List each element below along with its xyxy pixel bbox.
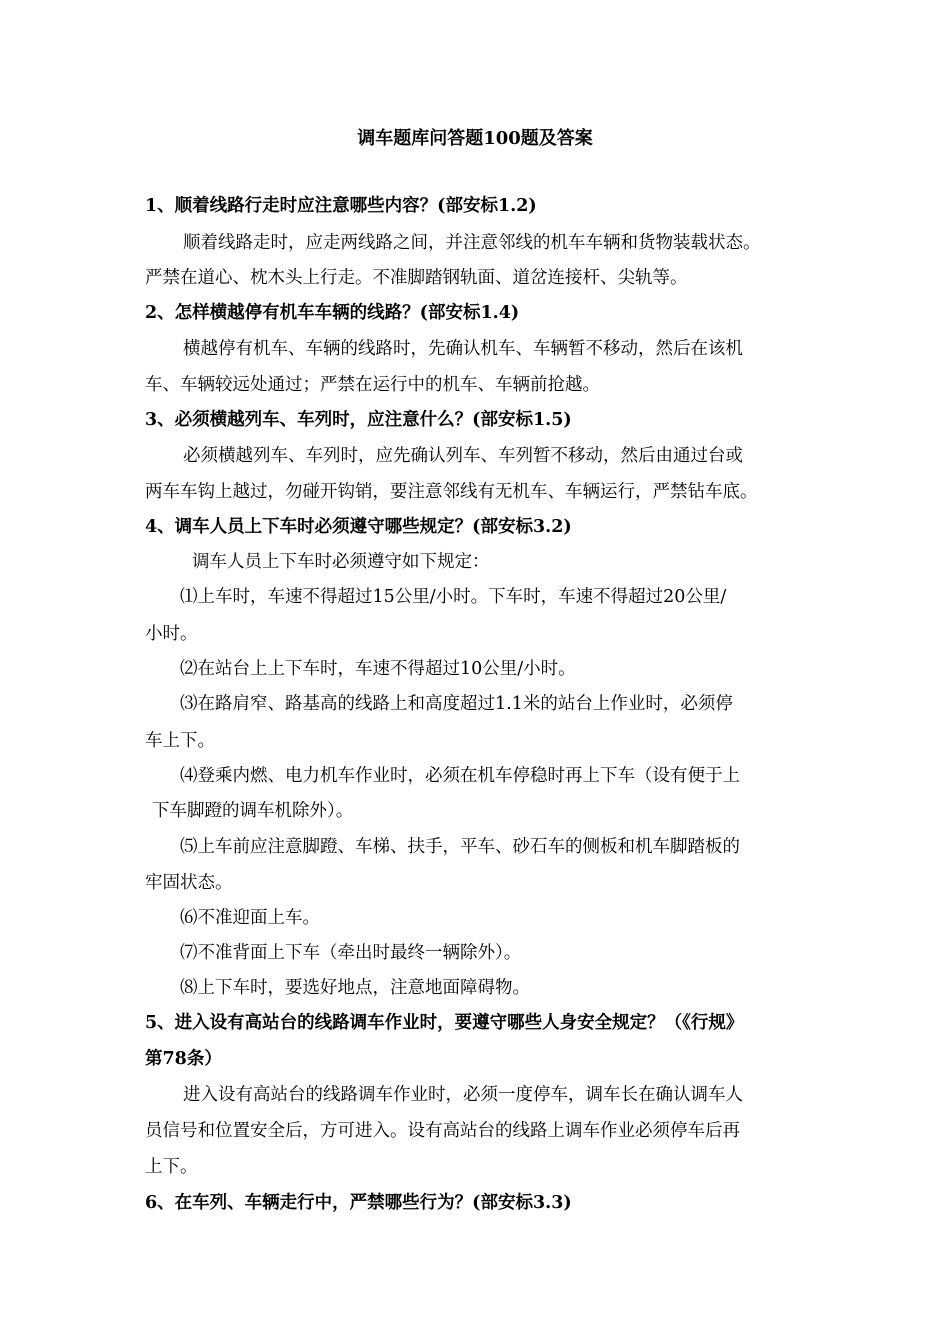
answer-4-item-8: ⑻上下车时，要选好地点，注意地面障碍物。 — [180, 978, 530, 998]
answer-4-item-5-cont: 牢固状态。 — [145, 873, 233, 893]
answer-4-item-7: ⑺不准背面上下车（牵出时最终一辆除外）。 — [180, 943, 522, 963]
answer-3-line-1: 必须横越列车、车列时，应先确认列车、车列暂不移动，然后由通过台或 — [183, 446, 743, 466]
question-4: 4、调车人员上下车时必须遵守哪些规定？(部安标3.2) — [145, 517, 572, 537]
answer-3-line-2: 两车车钩上越过，勿碰开钩销，要注意邻线有无机车、车辆运行，严禁钻车底。 — [145, 482, 758, 502]
answer-1-line-1: 顺着线路走时，应走两线路之间，并注意邻线的机车车辆和货物装载状态。 — [183, 233, 761, 253]
question-5-cont: 第78条） — [145, 1049, 222, 1069]
answer-4-item-1: ⑴上车时，车速不得超过15公里/小时。下车时，车速不得超过20公里/ — [180, 587, 727, 607]
answer-5-line-3: 上下。 — [145, 1157, 198, 1177]
answer-4-item-4-cont: 下车脚蹬的调车机除外）。 — [152, 801, 354, 821]
answer-4-item-1-cont: 小时。 — [145, 624, 198, 644]
answer-4-item-3: ⑶在路肩窄、路基高的线路上和高度超过1.1米的站台上作业时，必须停 — [180, 694, 733, 714]
answer-4-item-4: ⑷登乘内燃、电力机车作业时，必须在机车停稳时再上下车（设有便于上 — [180, 766, 740, 786]
answer-5-line-2: 员信号和位置安全后，方可进入。设有高站台的线路上调车作业必须停车后再 — [145, 1121, 740, 1141]
answer-5-line-1: 进入设有高站台的线路调车作业时，必须一度停车，调车长在确认调车人 — [183, 1085, 743, 1105]
question-5: 5、进入设有高站台的线路调车作业时，要遵守哪些人身安全规定？（《行规》 — [145, 1013, 744, 1033]
answer-4-item-6: ⑹不准迎面上车。 — [180, 908, 320, 928]
question-3: 3、必须横越列车、车列时，应注意什么？(部安标1.5) — [145, 410, 572, 430]
answer-4-item-5: ⑸上车前应注意脚蹬、车梯、扶手，平车、砂石车的侧板和机车脚踏板的 — [180, 837, 740, 857]
answer-4-item-3-cont: 车上下。 — [145, 731, 215, 751]
question-1: 1、顺着线路行走时应注意哪些内容？(部安标1.2) — [145, 196, 537, 216]
question-6: 6、在车列、车辆走行中，严禁哪些行为？(部安标3.3) — [145, 1193, 572, 1213]
answer-2-line-1: 横越停有机车、车辆的线路时，先确认机车、车辆暂不移动，然后在该机 — [183, 339, 743, 359]
document-title: 调车题库问答题100题及答案 — [357, 128, 593, 149]
answer-4-item-2: ⑵在站台上上下车时，车速不得超过10公里/小时。 — [180, 659, 576, 679]
answer-4-intro: 调车人员上下车时必须遵守如下规定： — [192, 552, 490, 572]
answer-2-line-2: 车、车辆较远处通过；严禁在运行中的机车、车辆前抢越。 — [145, 375, 600, 395]
question-2: 2、怎样横越停有机车车辆的线路？(部安标1.4) — [145, 303, 520, 323]
answer-1-line-2: 严禁在道心、枕木头上行走。不准脚踏钢轨面、道岔连接杆、尖轨等。 — [145, 268, 688, 288]
